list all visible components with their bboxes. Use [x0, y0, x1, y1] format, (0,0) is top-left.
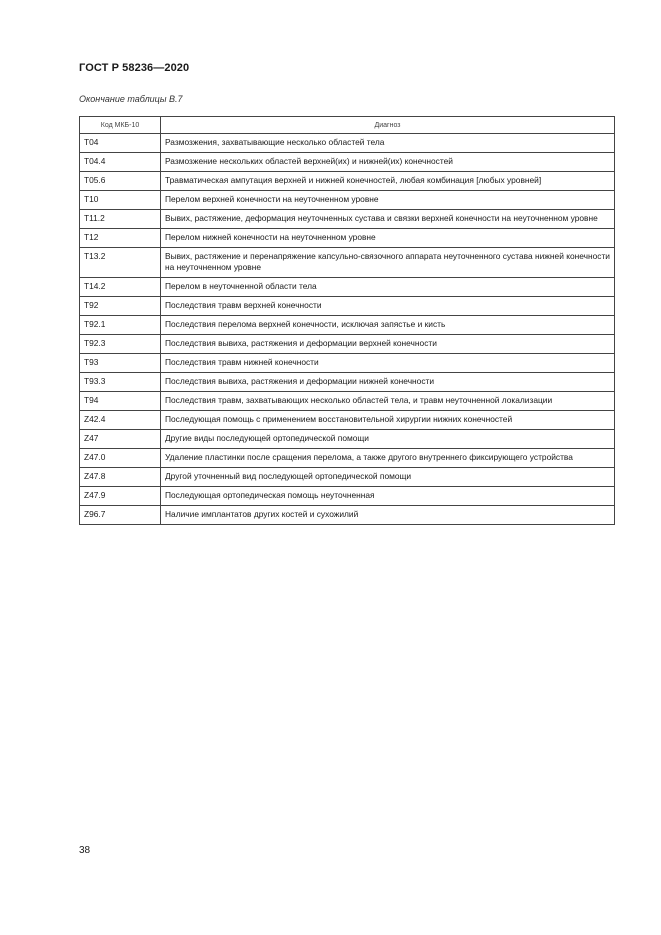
table-row [80, 392, 615, 411]
diagnosis-cell: Другой уточненный вид последующей ортопедической помощи [161, 468, 615, 487]
diagnosis-cell: Перелом в неуточненной области тела [161, 278, 615, 297]
diagnosis-cell: Наличие имплантатов других костей и сухожилий [161, 506, 615, 525]
diagnosis-cell: Размозжения, захватывающие несколько областей тела [161, 134, 615, 153]
table-row [80, 191, 615, 210]
diagnosis-cell: Другие виды последующей ортопедической помощи [161, 430, 615, 449]
table-row [80, 468, 615, 487]
table-row [80, 411, 615, 430]
table-caption: Окончание таблицы В.7 [79, 94, 183, 104]
icd-code-cell: T94 [80, 392, 161, 411]
icd-code-cell: Z47 [80, 430, 161, 449]
diagnosis-cell: Последствия травм, захватывающих несколько областей тела, и травм неуточненной локализации [161, 392, 615, 411]
icd-code-cell: T10 [80, 191, 161, 210]
diagnosis-cell: Последующая ортопедическая помощь неуточненная [161, 487, 615, 506]
page-number: 38 [79, 845, 91, 856]
icd-code-cell: T92.3 [80, 335, 161, 354]
diagnosis-cell: Перелом верхней конечности на неуточненном уровне [161, 191, 615, 210]
table-row [80, 248, 615, 278]
icd-code-cell: T92 [80, 297, 161, 316]
table-row [80, 278, 615, 297]
icd-code-cell: T93.3 [80, 373, 161, 392]
diagnosis-cell: Размозжение нескольких областей верхней(их) и нижней(их) конечностей [161, 153, 615, 172]
table-row [80, 153, 615, 172]
diagnosis-cell: Последствия вывиха, растяжения и деформации нижней конечности [161, 373, 615, 392]
icd-code-cell: Z47.9 [80, 487, 161, 506]
diagnosis-cell: Последствия вывиха, растяжения и деформации верхней конечности [161, 335, 615, 354]
diagnosis-cell: Вывих, растяжение, деформация неуточненных сустава и связки верхней конечности на неуточненном уровне [161, 210, 615, 229]
diagnosis-cell: Травматическая ампутация верхней и нижней конечностей, любая комбинация [любых уровней] [161, 172, 615, 191]
table-row [80, 449, 615, 468]
diagnosis-cell: Удаление пластинки после сращения перелома, а также другого внутреннего фиксирующего устройства [161, 449, 615, 468]
table-row [80, 487, 615, 506]
icd-code-cell: Z47.0 [80, 449, 161, 468]
column-header-diagnosis: Диагноз [161, 117, 615, 134]
icd-code-cell: Z42.4 [80, 411, 161, 430]
table-row [80, 335, 615, 354]
table-row [80, 354, 615, 373]
table-row [80, 373, 615, 392]
table-row [80, 210, 615, 229]
diagnosis-cell: Вывих, растяжение и перенапряжение капсульно-связочного аппарата неуточненного сустава нижней конечности на неуточненном уровне [161, 248, 615, 278]
diagnosis-cell: Перелом нижней конечности на неуточненном уровне [161, 229, 615, 248]
table-row [80, 172, 615, 191]
document-header: ГОСТ Р 58236—2020 [79, 62, 190, 74]
icd-code-cell: T92.1 [80, 316, 161, 335]
diagnosis-cell: Последствия травм нижней конечности [161, 354, 615, 373]
icd-code-cell: Z96.7 [80, 506, 161, 525]
icd-code-cell: T13.2 [80, 248, 161, 278]
icd-code-cell: Z47.8 [80, 468, 161, 487]
icd-code-cell: T04.4 [80, 153, 161, 172]
table-row [80, 430, 615, 449]
diagnosis-table [79, 116, 615, 525]
diagnosis-cell: Последствия травм верхней конечности [161, 297, 615, 316]
icd-code-cell: T14.2 [80, 278, 161, 297]
icd-code-cell: T04 [80, 134, 161, 153]
table-row [80, 229, 615, 248]
icd-code-cell: T05.6 [80, 172, 161, 191]
icd-code-cell: T11.2 [80, 210, 161, 229]
table-row [80, 506, 615, 525]
table-row [80, 297, 615, 316]
table-header-row [80, 117, 615, 134]
diagnosis-cell: Последующая помощь с применением восстановительной хирургии нижних конечностей [161, 411, 615, 430]
diagnosis-cell: Последствия перелома верхней конечности, исключая запястье и кисть [161, 316, 615, 335]
column-header-code: Код МКБ-10 [80, 117, 161, 134]
icd-code-cell: T93 [80, 354, 161, 373]
icd-code-cell: T12 [80, 229, 161, 248]
table-row [80, 316, 615, 335]
table-row [80, 134, 615, 153]
